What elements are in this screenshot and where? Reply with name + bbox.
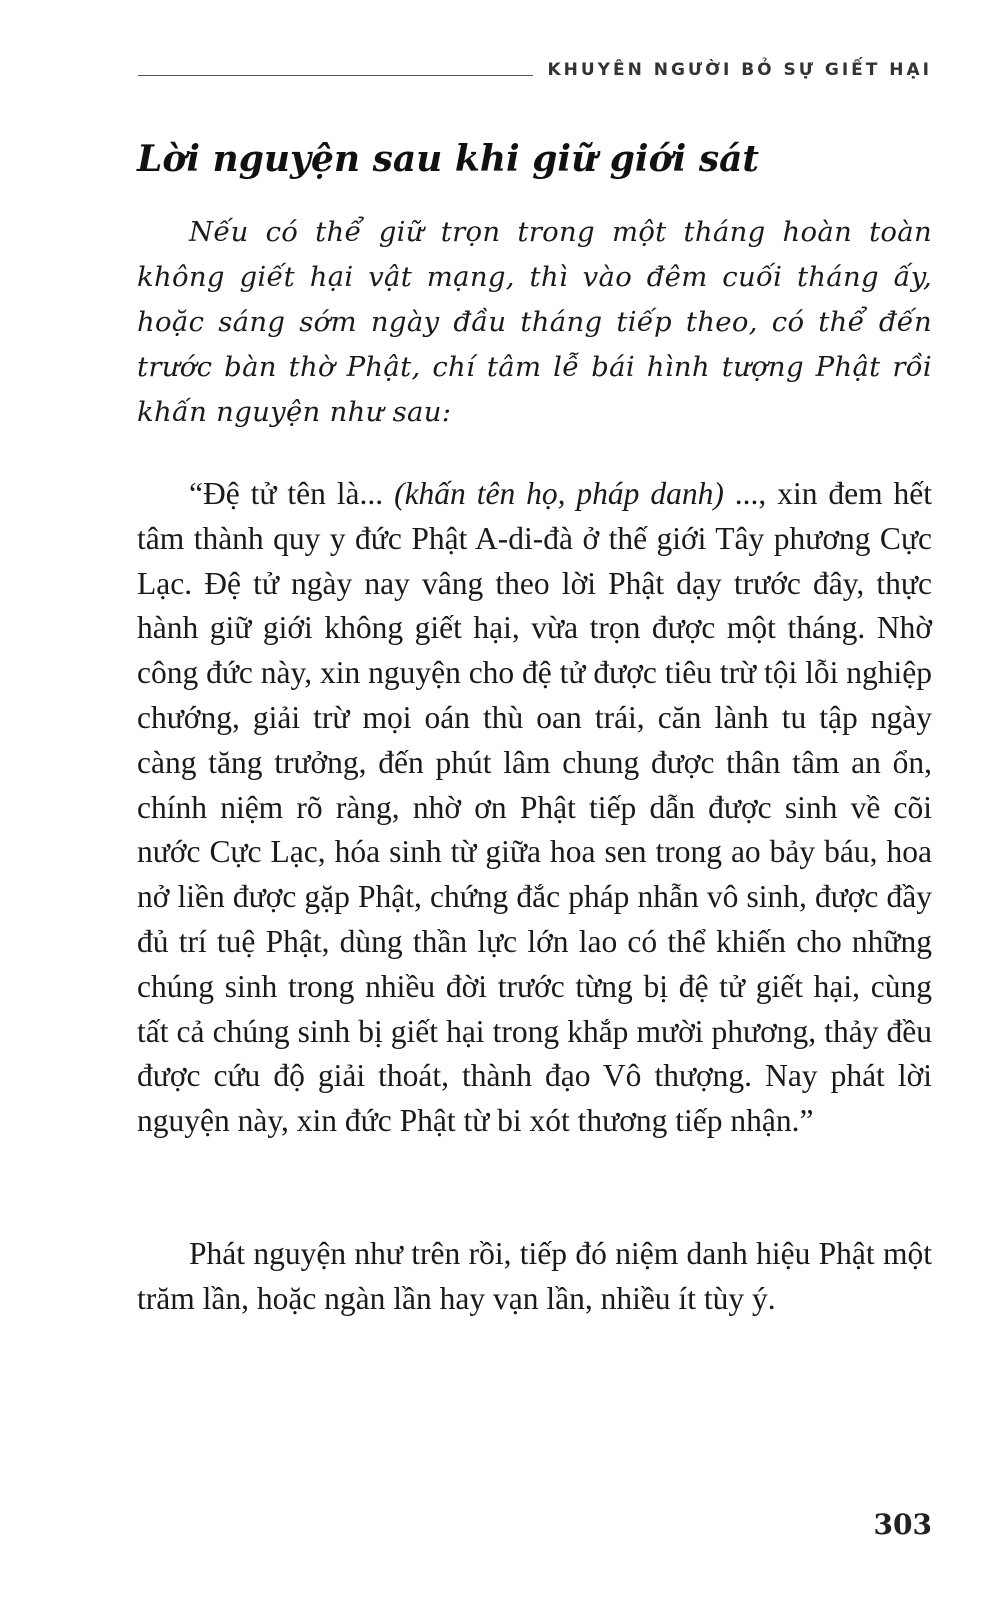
running-header: [138, 60, 932, 80]
prayer-opening: “Đệ tử tên là...: [189, 476, 395, 511]
prayer-paragraph: [137, 472, 932, 1144]
closing-paragraph: Phát nguyện như trên rồi, tiếp đó niệm danh hiệu Phật một trăm lần, hoặc ngàn lần hay vạn lần, nhiều ít tùy ý.: [137, 1236, 932, 1316]
page-number: 303: [873, 1508, 932, 1541]
prayer-body: ..., xin đem hết tâm thành quy y đức Phật A-di-đà ở thế giới Tây phương Cực Lạc. Đệ tử ngày nay vâng theo lời Phật dạy trước đây, thực hành giữ giới không giết hại, vừa trọn được một tháng. Nhờ công đức này, xin nguyện cho đệ tử được tiêu trừ tội lỗi nghiệp chướng, giải trừ mọi oán thù oan trái, căn lành tu tập ngày càng tăng trưởng, đến phút lâm chung được thân tâm an ổn, chính niệm rõ ràng, nhờ ơn Phật tiếp dẫn được sinh về cõi nước Cực Lạc, hóa sinh từ giữa hoa sen trong ao bảy báu, hoa nở liền được gặp Phật, chứng đắc pháp nhẫn vô sinh, được đầy đủ trí tuệ Phật, dùng thần lực lớn lao có thể khiến cho những chúng sinh trong nhiều đời trước từng bị đệ tử giết hại, cùng tất cả chúng sinh bị giết hại trong khắp mười phương, thảy đều được cứu độ giải thoát, thành đạo Vô thượng. Nay phát lời nguyện này, xin đức Phật từ bi xót thương tiếp nhận.”: [137, 476, 932, 1139]
running-title: KHUYÊN NGƯỜI BỎ SỰ GIẾT HẠI: [547, 60, 932, 80]
intro-paragraph: Nếu có thể giữ trọn trong một tháng hoàn toàn không giết hại vật mạng, thì vào đêm cuối tháng ấy, hoặc sáng sớm ngày đầu tháng tiếp theo, có thể đến trước bàn thờ Phật, chí tâm lễ bái hình tượng Phật rồi khấn nguyện như sau:: [137, 216, 932, 428]
prayer-inline-note: (khấn tên họ, pháp danh): [394, 476, 724, 511]
section-title: Lời nguyện sau khi giữ giới sát: [137, 138, 760, 180]
header-rule: [138, 75, 533, 76]
